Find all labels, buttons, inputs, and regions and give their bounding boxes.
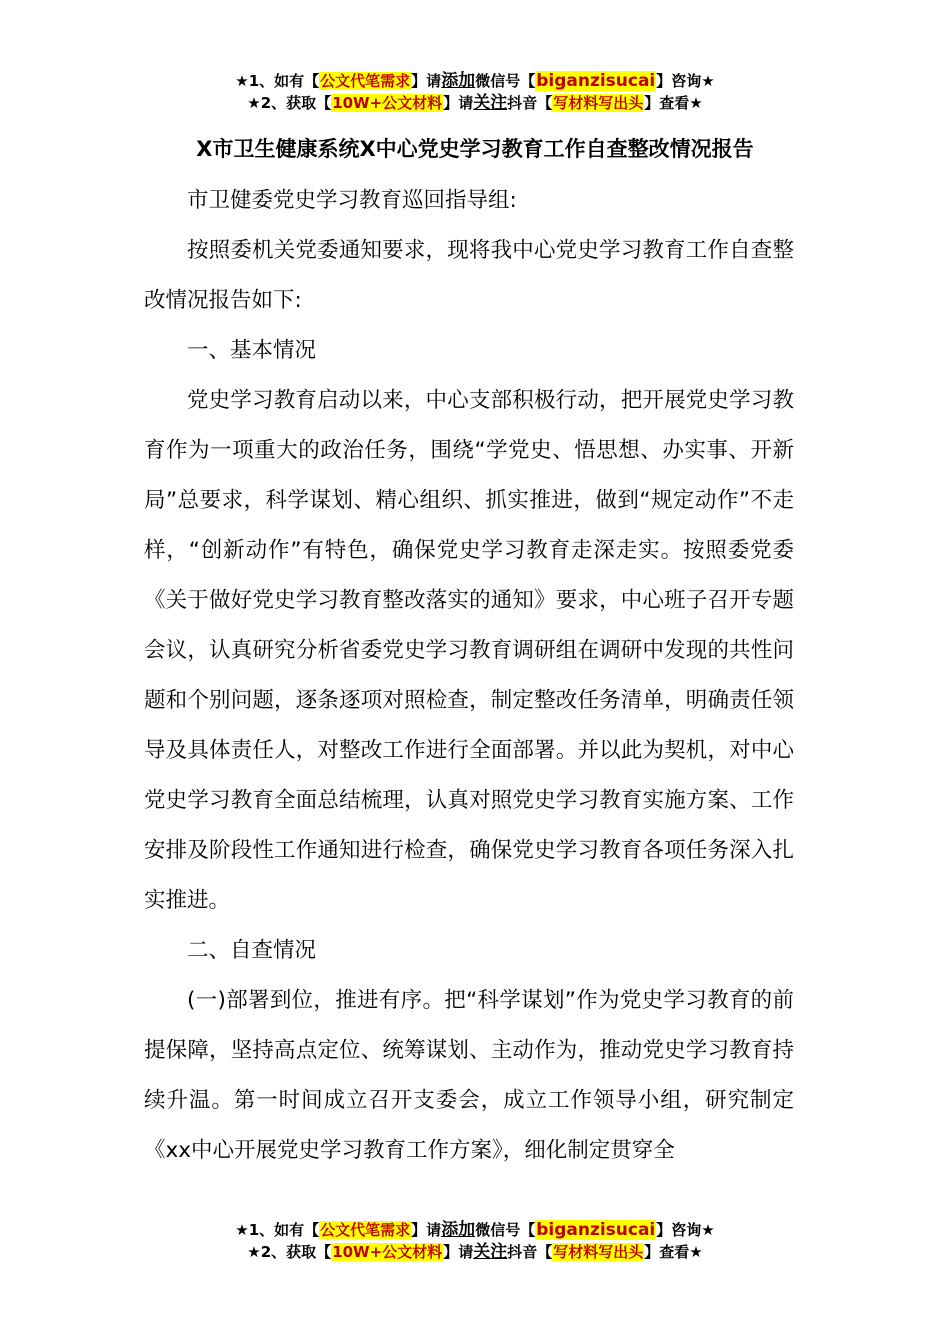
body-paragraph: 党史学习教育启动以来，中心支部积极行动，把开展党史学习教育作为一项重大的政治任务，围绕“学党史、悟思想、办实事、开新局”总要求，科学谋划、精心组织、抓实推进，做到“规定动作”不走样，“创新动作”有特色，确保党史学习教育走深走实。按照委党委《关于做好党史学习教育整改落实的通知》要求，中心班子召开专题会议，认真研究分析省委党史学习教育调研组在调研中发现的共性问题和个别问题，逐条逐项对照检查，制定整改任务清单，明确责任领导及具体责任人，对整改工作进行全面部署。并以此为契机，对中心党史学习教育全面总结梳理，认真对照党史学习教育实施方案、工作安排及阶段性工作通知进行检查，确保党史学习教育各项任务深入扎实推进。 [144, 388, 794, 913]
promo-line-2 [0, 1241, 950, 1263]
promo-text: 】查看★ [644, 94, 703, 112]
promo-emphasis: 关注 [473, 1242, 508, 1262]
promo-banner-top [0, 70, 950, 114]
promo-emphasis: 关注 [473, 93, 508, 113]
promo-text: 抖音【 [507, 1243, 553, 1261]
promo-emphasis: 添加 [441, 71, 476, 91]
promo-text: ★1、如有【 [235, 72, 320, 90]
promo-emphasis: 添加 [441, 1220, 476, 1240]
promo-text: ★2、获取【 [247, 94, 332, 112]
promo-text: ★2、获取【 [247, 1243, 332, 1261]
document-body [144, 176, 794, 1176]
promo-highlight: 公文代笔需求 [320, 72, 411, 90]
promo-banner-bottom [0, 1219, 950, 1263]
promo-text: 微信号【 [475, 72, 536, 90]
promo-highlight: 10W+公文材料 [332, 1243, 443, 1261]
promo-highlight: 公文代笔需求 [320, 1221, 411, 1239]
section-heading: 一、基本情况 [187, 338, 317, 363]
promo-text: 】咨询★ [656, 72, 715, 90]
salutation: 市卫健委党史学习教育巡回指导组: [187, 188, 517, 213]
promo-wechat-id: biganzisucai [536, 71, 656, 91]
promo-line-2 [0, 92, 950, 114]
promo-text: 】咨询★ [656, 1221, 715, 1239]
promo-highlight: 写材料写出头 [553, 1243, 644, 1261]
promo-text: 抖音【 [507, 94, 553, 112]
promo-text: 】请 [411, 1221, 442, 1239]
document-title: X市卫生健康系统X中心党史学习教育工作自查整改情况报告 [196, 137, 754, 161]
promo-text: 】请 [411, 72, 442, 90]
promo-text: 】请 [443, 1243, 474, 1261]
promo-highlight: 写材料写出头 [553, 94, 644, 112]
promo-line-1 [0, 70, 950, 92]
intro-paragraph: 按照委机关党委通知要求，现将我中心党史学习教育工作自查整改情况报告如下: [144, 238, 794, 313]
promo-text: ★1、如有【 [235, 1221, 320, 1239]
section-heading: 二、自查情况 [187, 938, 317, 963]
promo-line-1 [0, 1219, 950, 1241]
promo-text: 】查看★ [644, 1243, 703, 1261]
promo-text: 微信号【 [475, 1221, 536, 1239]
promo-highlight: 10W+公文材料 [332, 94, 443, 112]
body-paragraph: (一)部署到位，推进有序。把“科学谋划”作为党史学习教育的前提保障，坚持高点定位、统筹谋划、主动作为，推动党史学习教育持续升温。第一时间成立召开支委会，成立工作领导小组，研究制定《xx中心开展党史学习教育工作方案》，细化制定贯穿全 [144, 988, 794, 1163]
promo-text: 】请 [443, 94, 474, 112]
promo-wechat-id: biganzisucai [536, 1220, 656, 1240]
